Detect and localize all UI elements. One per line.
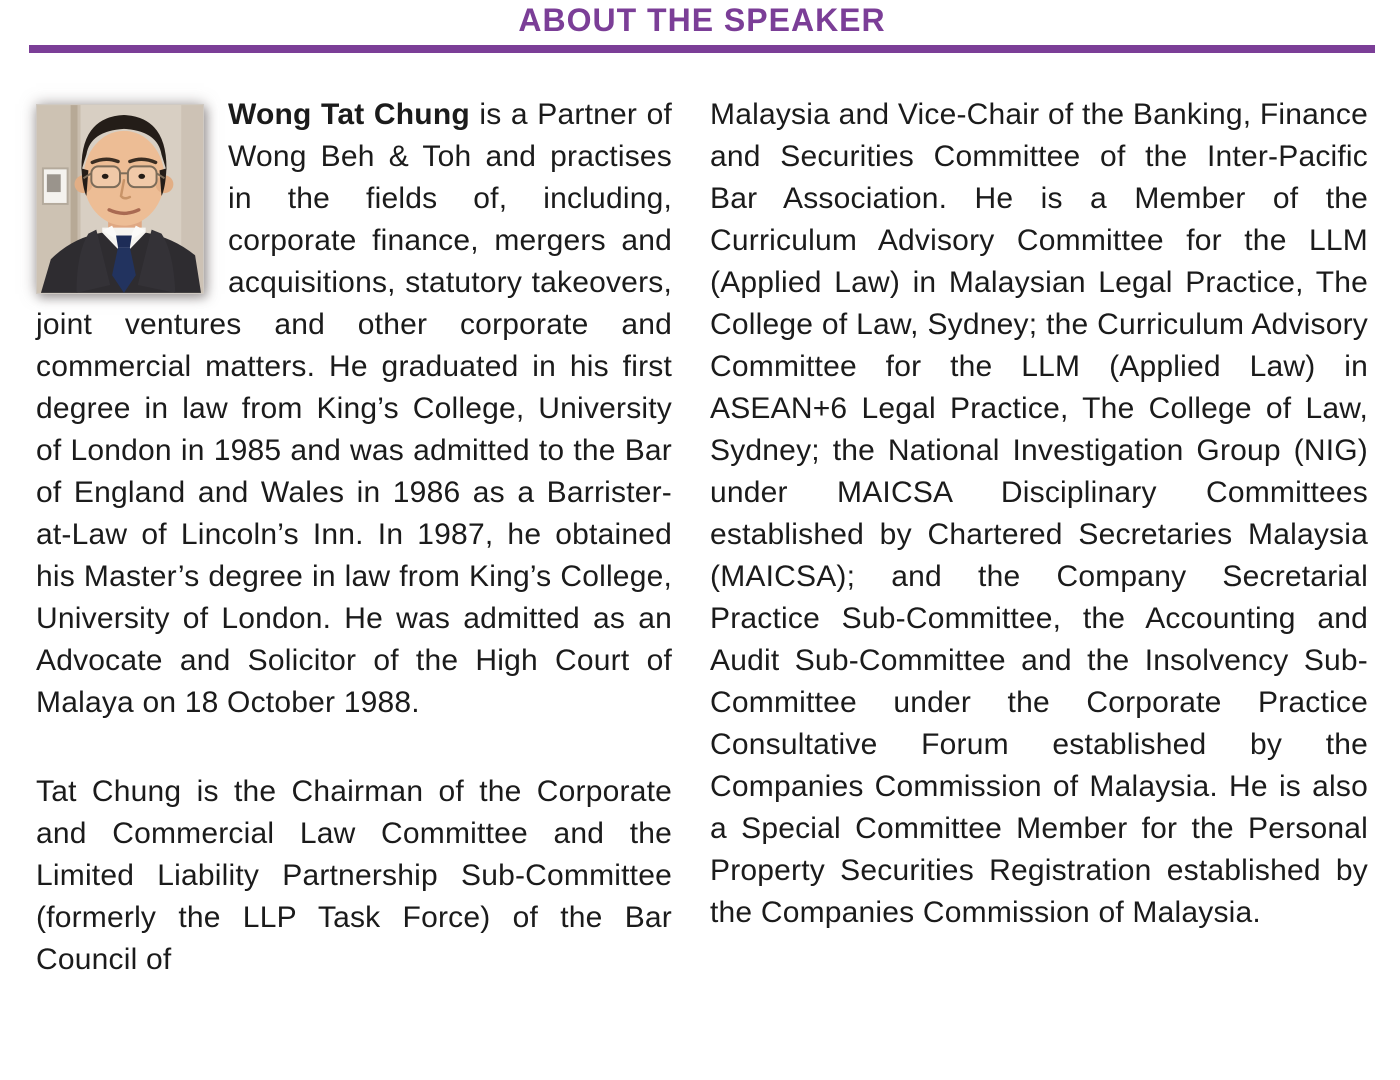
bio-paragraph-1-text: is a Partner of Wong Beh & Toh and practises in the fields of, including, corporate finance, mergers and acquisitions, statutory takeovers, joint ventures and other corporate and commercial matters. He graduated in his first degree in law from King’s College, University of London in 1985 and was admitted to the Bar of England and Wales in 1986 as a Barrister-at-Law of Lincoln’s Inn. In 1987, he obtained his Master’s degree in law from King’s College, University of London. He was admitted as an Advocate and Solicitor of the High Court of Malaya on 18 October 1988. (36, 98, 672, 719)
bio-paragraph-3: Malaysia and Vice-Chair of the Banking, Finance and Securities Committee of the Inter-Pacific Bar Association. He is a Member of the Curriculum Advisory Committee for the LLM (Applied Law) in Malaysian Legal Practice, The College of Law, Sydney; the Curriculum Advisory Committee for the LLM (Applied Law) in ASEAN+6 Legal Practice, The College of Law, Sydney; the National Investigation Group (NIG) under MAICSA Disciplinary Committees established by Chartered Secretaries Malaysia (MAICSA); and the Company Secretarial Practice Sub-Committee, the Accounting and Audit Sub-Committee and the Insolvency Sub-Committee under the Corporate Practice Consultative Forum established by the Companies Commission of Malaysia. He is also a Special Committee Member for the Personal Property Securities Registration established by the Companies Commission of Malaysia. (710, 98, 1368, 929)
speaker-photo (36, 104, 204, 294)
page-title: ABOUT THE SPEAKER (518, 2, 886, 38)
bio-paragraph-1 (36, 94, 672, 724)
title-divider-rule (29, 45, 1375, 53)
right-column (710, 94, 1368, 981)
speaker-name: Wong Tat Chung (228, 98, 470, 131)
left-column (36, 94, 672, 981)
speaker-photo-graphic (37, 105, 203, 293)
two-column-body (36, 94, 1368, 981)
bio-paragraph-2: Tat Chung is the Chairman of the Corporate and Commercial Law Committee and the Limited Liability Partnership Sub-Committee (formerly the LLP Task Force) of the Bar Council of (36, 775, 672, 976)
